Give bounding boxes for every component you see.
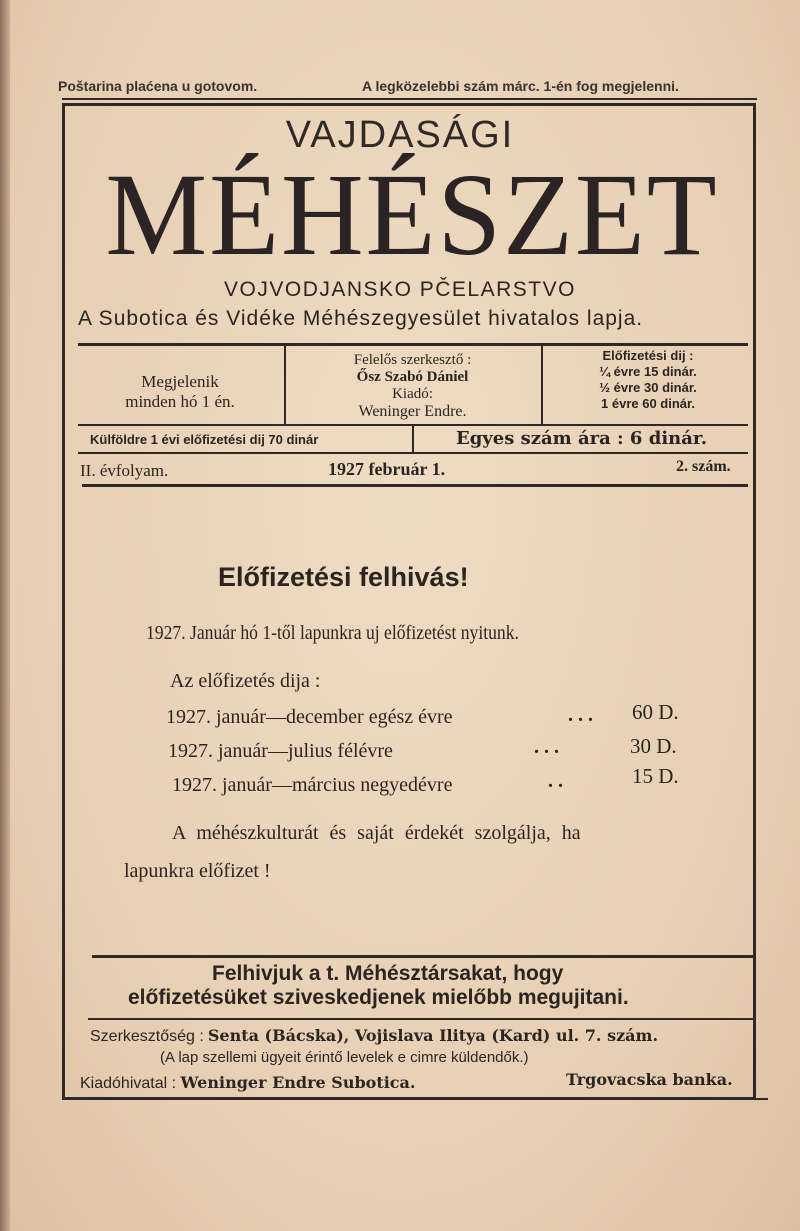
footer-rule-mid [88, 1018, 756, 1020]
price-row-period: 1927. január—julius félévre [168, 740, 393, 762]
frequency-line1: Megjelenik [141, 372, 219, 391]
frequency-line2: minden hó 1 én. [125, 392, 235, 411]
postage-note: Poštarina plaćena u gotovom. [58, 78, 258, 94]
masthead-rule [78, 343, 748, 346]
office-address: Weninger Endre Subotica. [180, 1073, 416, 1092]
editorial-label: Szerkesztőség : [90, 1028, 204, 1045]
issue-date: 1927 február 1. [328, 459, 446, 479]
price-row-dots: . . . [568, 704, 593, 726]
editorial-address: Senta (Bácska), Vojislava Ilitya (Kard) ul. 7. szám. [207, 1026, 659, 1045]
appeal-line-2: lapunkra előfizet ! [124, 860, 271, 882]
official-line: A Subotica és Vidéke Méhészegyesület hivatalos lapja. [78, 307, 644, 330]
rate-quarter: ¼ évre 15 dinár. [599, 364, 697, 379]
issue-number: 2. szám. [676, 458, 731, 475]
publishing-office [80, 1073, 415, 1093]
serbian-subtitle: VOJVODJANSKO PČELARSTVO [224, 278, 576, 301]
editorial-office [90, 1026, 658, 1046]
renew-line-2: előfizetésüket sziveskedjenek mielőbb megujitani. [128, 986, 629, 1009]
subscription-call-headline: Előfizetési felhivás! [218, 562, 469, 592]
rate-year: 1 évre 60 dinár. [601, 396, 695, 411]
editor-label: Felelős szerkesztő : [353, 352, 472, 368]
footer-rule-top [92, 955, 756, 958]
publisher-label: Kiadó: [392, 386, 433, 402]
price-row-dots: . . . [534, 736, 559, 758]
pre-title: VAJDASÁGI [285, 114, 515, 156]
price-row-period: 1927. január—március negyedévre [172, 774, 453, 796]
price-row-amount: 15 D. [632, 764, 679, 788]
publication-frequency [80, 372, 280, 412]
subscription-rates [548, 348, 748, 412]
renew-line-1: Felhivjuk a t. Méhésztársakat, hogy [212, 962, 564, 985]
masthead-title: MÉHÉSZET [105, 149, 719, 280]
date-rule [82, 484, 748, 487]
info-divider-1 [284, 346, 286, 424]
price-row-amount: 60 D. [632, 700, 679, 724]
abroad-price: Külföldre 1 évi előfizetési dij 70 dinár [90, 432, 319, 447]
letters-note: (A lap szellemi ügyeit érintő levelek e cimre küldendők.) [160, 1049, 529, 1066]
next-issue-note: A legközelebbi szám márc. 1-én fog megjelenni. [362, 78, 679, 94]
price-heading: Az előfizetés dija : [170, 670, 321, 692]
price-rule [78, 452, 748, 454]
info-divider-2 [541, 346, 543, 424]
price-divider [412, 426, 414, 452]
price-row-period: 1927. január—december egész évre [166, 706, 453, 728]
publisher-name: Weninger Endre. [358, 403, 467, 420]
price-row-dots: . . [548, 770, 563, 792]
book-spine-edge [0, 0, 10, 1231]
top-rule [62, 98, 757, 100]
editor-name: Ősz Szabó Dániel [356, 369, 469, 385]
rate-half: ½ évre 30 dinár. [599, 380, 697, 395]
notice-intro [146, 622, 570, 645]
editor-publisher-block [290, 352, 535, 420]
office-label: Kiadóhivatal : [80, 1075, 177, 1092]
subscription-label: Előfizetési dij : [602, 348, 694, 363]
notice-intro-text: 1927. Január hó 1-től lapunkra uj előfizetést nyitunk. [146, 622, 519, 644]
office-bank: Trgovacska banka. [566, 1070, 733, 1089]
volume-label: II. évfolyam. [80, 461, 169, 480]
price-row-amount: 30 D. [630, 734, 677, 758]
appeal-line-1: A méhészkulturát és saját érdekét szolgálja, ha [172, 822, 581, 844]
single-issue-price: Egyes szám ára : 6 dinár. [456, 428, 707, 449]
footer-rule-bottom [78, 1098, 768, 1100]
